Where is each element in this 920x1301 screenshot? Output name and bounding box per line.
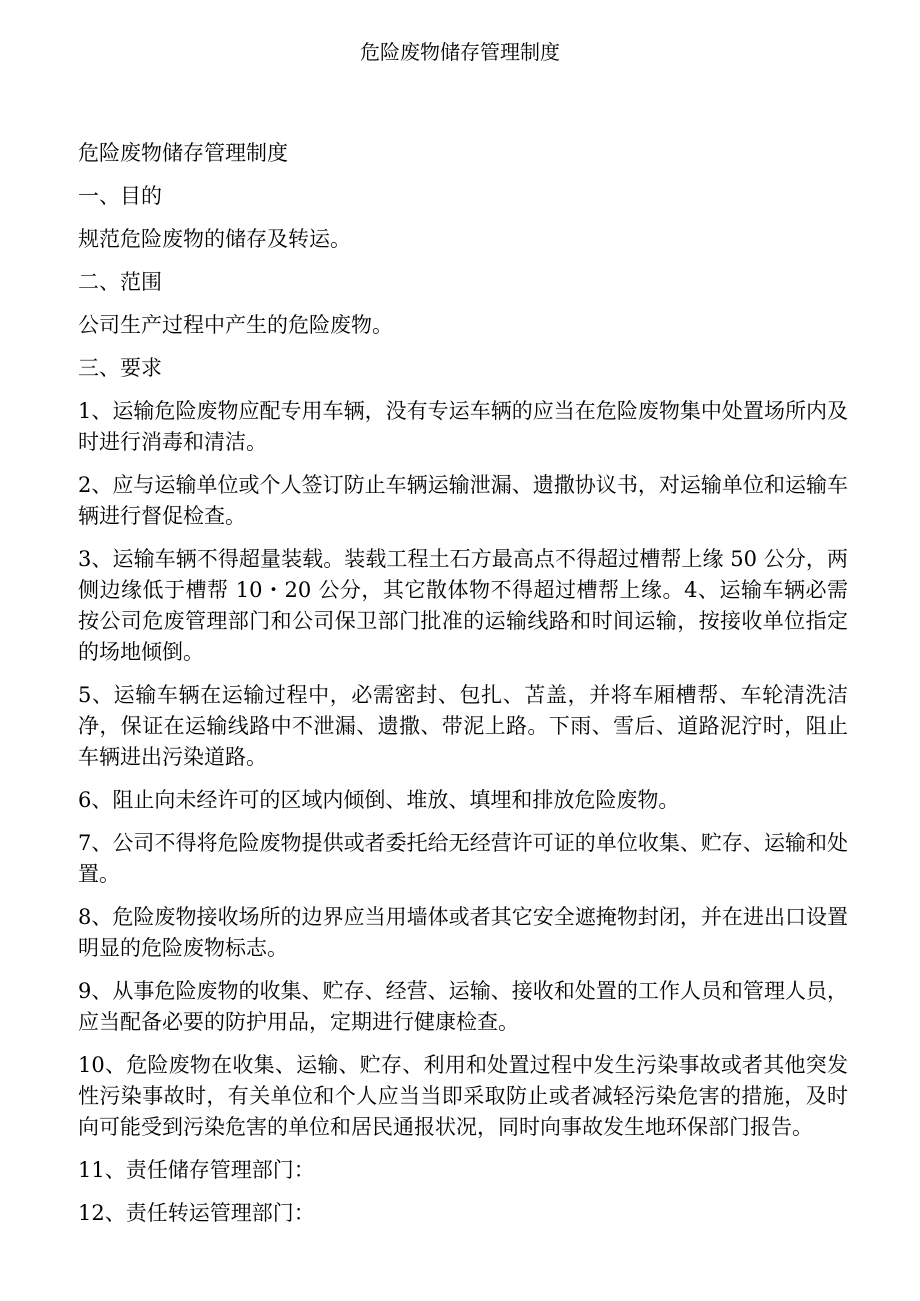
requirement-item-7: 7、公司不得将危险废物提供或者委托给无经营许可证的单位收集、贮存、运输和处置。	[78, 831, 848, 886]
purpose-text: 规范危险废物的储存及转运。	[78, 227, 351, 251]
requirement-item-2: 2、应与运输单位或个人签订防止车辆运输泄漏、遗撒协议书，对运输单位和运输车辆进行督促检查。	[78, 473, 848, 528]
responsible-transfer-department: 12、责任转运管理部门：	[78, 1201, 315, 1225]
document-body	[78, 138, 848, 1229]
page-header-title: 危险废物储存管理制度	[360, 40, 560, 64]
requirement-item-9: 9、从事危险废物的收集、贮存、经营、运输、接收和处置的工作人员和管理人员，应当配备必要的防护用品，定期进行健康检查。	[78, 979, 848, 1034]
responsible-storage-department: 11、责任储存管理部门：	[78, 1158, 315, 1182]
requirement-item-8: 8、危险废物接收场所的边界应当用墙体或者其它安全遮掩物封闭，并在进出口设置明显的危险废物标志。	[78, 905, 848, 960]
scope-text: 公司生产过程中产生的危险废物。	[78, 313, 393, 337]
requirement-item-3-4: 3、运输车辆不得超量装载。装载工程土石方最高点不得超过槽帮上缘 50 公分，两侧边缘低于槽帮 10・20 公分，其它散体物不得超过槽帮上缘。4、运输车辆必需按公司危废管理部门和公司保卫部门批准的运输线路和时间运输，按接收单位指定的场地倾倒。	[78, 547, 848, 664]
requirement-item-10: 10、危险废物在收集、运输、贮存、利用和处置过程中发生污染事故或者其他突发性污染事故时，有关单位和个人应当当即采取防止或者减轻污染危害的措施，及时向可能受到污染危害的单位和居民通报状况，同时向事故发生地环保部门报告。	[78, 1053, 848, 1139]
requirement-item-5: 5、运输车辆在运输过程中，必需密封、包扎、苫盖，并将车厢槽帮、车轮清洗洁净，保证在运输线路中不泄漏、遗撒、带泥上路。下雨、雪后、道路泥泞时，阻止车辆进出污染道路。	[78, 683, 848, 769]
section-heading-scope: 二、范围	[78, 270, 162, 294]
requirement-item-6: 6、阻止向未经许可的区域内倾倒、堆放、填埋和排放危险废物。	[78, 788, 680, 812]
requirement-item-1: 1、运输危险废物应配专用车辆，没有专运车辆的应当在危险废物集中处置场所内及时进行消毒和清洁。	[78, 399, 848, 454]
section-heading-requirements: 三、要求	[78, 356, 162, 380]
body-title: 危险废物储存管理制度	[78, 141, 288, 165]
section-heading-purpose: 一、目的	[78, 184, 162, 208]
